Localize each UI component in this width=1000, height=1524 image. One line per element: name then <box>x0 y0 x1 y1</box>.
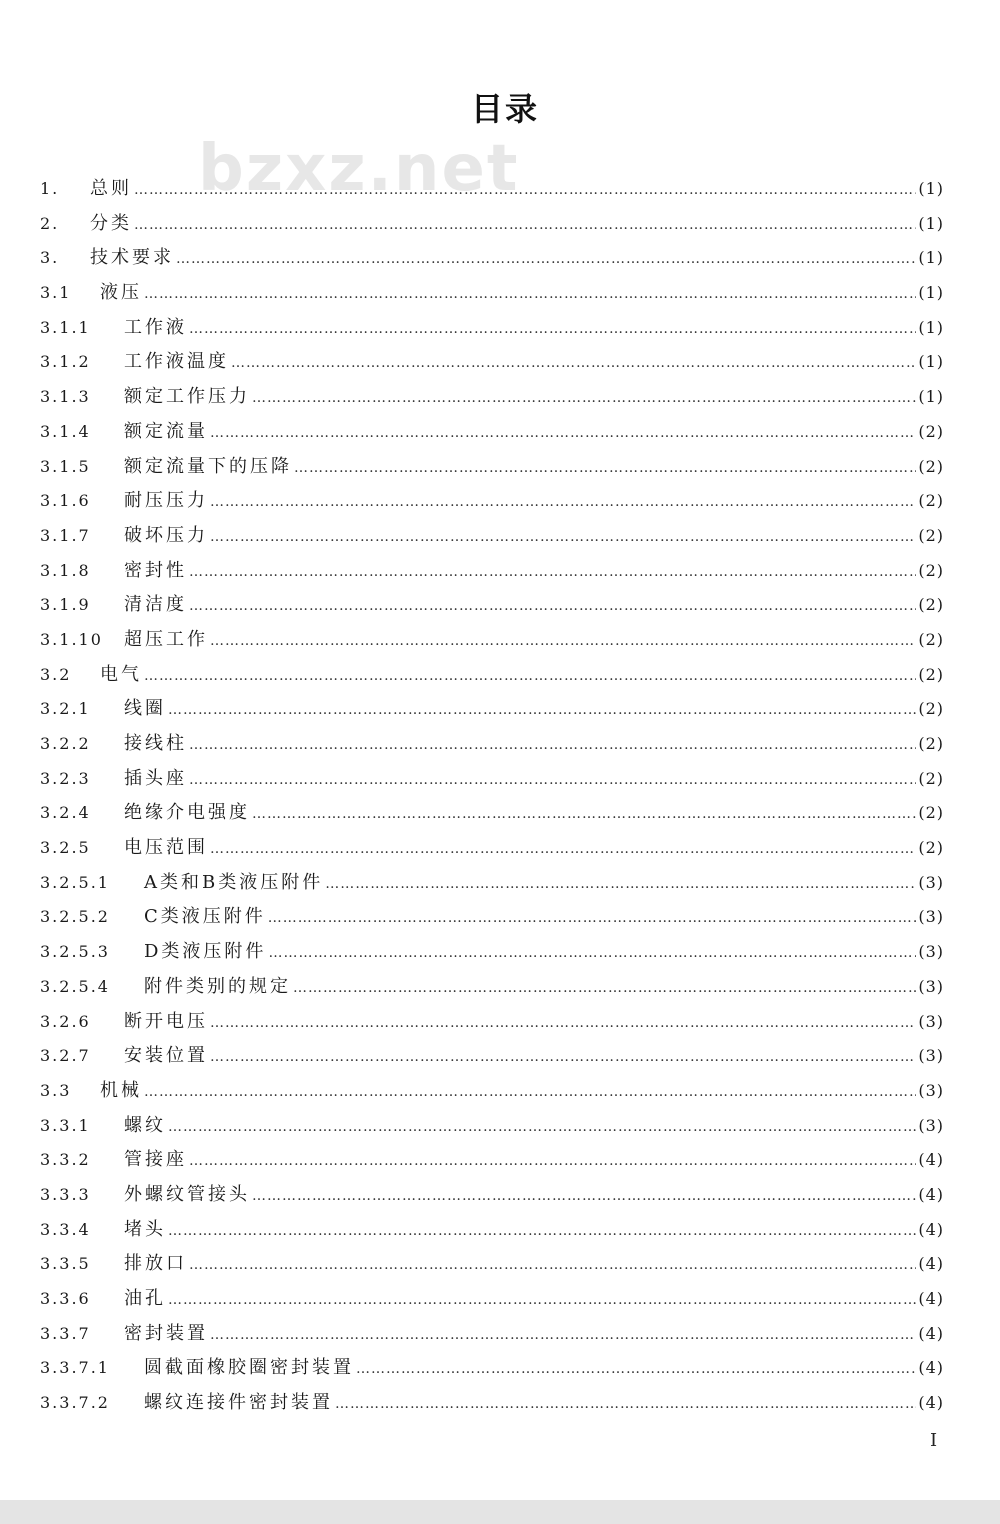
toc-entry-number: 3.1.3 <box>40 387 91 407</box>
toc-entry-number: 3.2.5.4 <box>40 976 110 996</box>
dot-leader <box>294 451 916 486</box>
toc-entry-number: 3.2.5.3 <box>40 942 110 962</box>
dot-leader <box>168 1214 916 1249</box>
viewer-bottom-bar <box>0 1500 1000 1524</box>
toc-entry-label: 圆截面橡胶圈密封装置 <box>144 1357 354 1379</box>
toc-entry-number: 3.1.8 <box>40 560 91 580</box>
toc-entry-page: (4) <box>918 1323 944 1343</box>
toc-entry[interactable] <box>40 796 944 831</box>
toc-entry[interactable] <box>40 450 944 485</box>
dot-leader <box>168 693 916 728</box>
toc-entry-page: (2) <box>918 768 944 788</box>
toc-entry-label: 接线柱 <box>124 733 187 754</box>
toc-entry[interactable] <box>40 727 944 762</box>
toc-entry-page: (1) <box>918 213 944 233</box>
dot-leader <box>189 589 916 624</box>
dot-leader <box>252 381 916 416</box>
dot-leader <box>176 242 916 277</box>
toc-entry-page: (2) <box>918 456 944 476</box>
toc-entry-number: 3.2.5.2 <box>40 907 110 927</box>
toc-entry[interactable] <box>40 935 944 970</box>
toc-entry-number: 3.3.3 <box>40 1184 91 1204</box>
toc-entry-number: 3.1.7 <box>40 525 91 545</box>
dot-leader <box>268 936 916 971</box>
toc-entry-number: 2. <box>40 213 60 233</box>
toc-entry[interactable] <box>40 1178 944 1213</box>
dot-leader <box>335 1387 916 1422</box>
toc-entry-label: 工作液温度 <box>124 351 229 373</box>
toc-entry-page: (4) <box>918 1219 944 1239</box>
dot-leader <box>210 1006 916 1041</box>
toc-entry[interactable] <box>40 345 944 380</box>
toc-entry-page: (2) <box>918 803 944 823</box>
toc-entry-number: 3.1.10 <box>40 629 103 649</box>
toc-entry-page: (2) <box>918 421 944 441</box>
toc-entry-label: A类和B类液压附件 <box>144 871 324 893</box>
toc-entry-number: 3.1.4 <box>40 421 91 441</box>
dot-leader <box>231 346 916 381</box>
toc-entry[interactable] <box>40 762 944 797</box>
toc-entry-label: 线圈 <box>124 698 166 720</box>
toc-entry[interactable] <box>40 1039 944 1074</box>
toc-entry-number: 3.3.7 <box>40 1323 91 1343</box>
toc-entry-label: 破坏压力 <box>124 524 208 546</box>
toc-entry[interactable] <box>40 276 944 311</box>
toc-entry-page: (3) <box>918 1080 944 1100</box>
dot-leader <box>189 728 916 763</box>
toc-entry-label: 额定流量 <box>124 420 208 442</box>
toc-entry[interactable] <box>40 831 944 866</box>
toc-entry-number: 3.1.6 <box>40 491 91 511</box>
page-title: 目录 <box>470 90 539 128</box>
toc-entry-number: 3.1.2 <box>40 352 91 372</box>
toc-entry[interactable] <box>40 623 944 658</box>
watermark: bzxz.net <box>198 132 520 206</box>
toc-entry-number: 3.3.6 <box>40 1289 91 1308</box>
toc-entry-number: 3.1.9 <box>40 595 91 615</box>
toc-entry-label: 清洁度 <box>124 594 187 616</box>
toc-entry-page: (3) <box>918 872 944 892</box>
toc-entry-number: 3.2.6 <box>40 1011 91 1031</box>
toc-entry[interactable] <box>40 1247 944 1282</box>
toc-entry[interactable] <box>40 658 944 693</box>
toc-entry[interactable] <box>40 1386 944 1421</box>
toc-entry[interactable] <box>40 519 944 554</box>
toc-entry-label: 超压工作 <box>124 628 208 650</box>
toc-entry[interactable] <box>40 1143 944 1178</box>
toc-entry-number: 3.3.7.2 <box>40 1393 110 1413</box>
toc-entry-page: (1) <box>918 179 944 198</box>
toc-entry-label: 总则 <box>90 178 132 199</box>
toc-entry-label: 油孔 <box>124 1288 166 1309</box>
toc-entry[interactable] <box>40 1213 944 1248</box>
dot-leader <box>189 1248 916 1283</box>
toc-entry-number: 3.2.7 <box>40 1046 91 1066</box>
dot-leader <box>144 277 916 312</box>
toc-entry-number: 3.2.4 <box>40 803 91 823</box>
toc-entry-label: 电压范围 <box>124 837 208 859</box>
toc-entry-page: (4) <box>918 1289 944 1308</box>
dot-leader <box>144 1075 916 1110</box>
toc-entry-label: 插头座 <box>124 767 187 789</box>
toc-entry-page: (3) <box>918 1011 944 1031</box>
toc-entry-number: 3.2 <box>40 664 72 684</box>
toc-entry-page: (1) <box>918 352 944 372</box>
toc-entry-number: 3.2.5.1 <box>40 872 110 892</box>
toc-entry-label: 机械 <box>100 1079 142 1101</box>
toc-entry-page: (3) <box>918 976 944 996</box>
toc-entry-page: (2) <box>918 629 944 649</box>
toc-entry-page: (4) <box>918 1150 944 1170</box>
toc-entry-label: 排放口 <box>124 1253 187 1275</box>
toc-entry[interactable] <box>40 207 944 242</box>
dot-leader <box>325 867 916 902</box>
dot-leader <box>210 1318 916 1353</box>
toc-entry[interactable] <box>40 1074 944 1109</box>
dot-leader <box>144 659 916 694</box>
dot-leader <box>210 624 916 659</box>
toc-entry[interactable] <box>40 1317 944 1352</box>
toc-entry-label: 螺纹连接件密封装置 <box>144 1392 333 1414</box>
toc-entry[interactable] <box>40 380 944 415</box>
toc-entry-label: 分类 <box>90 212 132 234</box>
toc-entry-number: 3.1.5 <box>40 456 91 476</box>
toc-entry-label: 技术要求 <box>90 247 174 269</box>
dot-leader <box>134 173 916 208</box>
toc-entry[interactable] <box>40 484 944 519</box>
toc-entry-label: 绝缘介电强度 <box>124 802 250 824</box>
toc-entry[interactable] <box>40 554 944 589</box>
toc-entry-number: 1. <box>40 179 60 198</box>
dot-leader <box>189 1144 916 1179</box>
toc-entry-page: (2) <box>918 838 944 858</box>
table-of-contents <box>40 172 944 1421</box>
toc-entry-number: 3.3.5 <box>40 1254 91 1274</box>
toc-entry-label: 额定流量下的压降 <box>124 455 292 477</box>
dot-leader <box>210 1040 916 1075</box>
dot-leader <box>293 971 916 1006</box>
toc-entry-label: 工作液 <box>124 316 187 338</box>
toc-entry-page: (2) <box>918 491 944 511</box>
toc-entry-number: 3.3.4 <box>40 1219 91 1239</box>
toc-entry-number: 3.1 <box>40 283 72 303</box>
toc-entry-number: 3.2.1 <box>40 699 91 719</box>
toc-entry-page: (1) <box>918 387 944 407</box>
toc-entry-number: 3.3.2 <box>40 1150 91 1170</box>
toc-entry-page: (1) <box>918 283 944 303</box>
toc-entry-label: 外螺纹管接头 <box>124 1183 250 1205</box>
toc-entry-label: 液压 <box>100 282 142 304</box>
toc-entry[interactable] <box>40 1282 944 1317</box>
dot-leader <box>252 1179 916 1214</box>
toc-entry[interactable] <box>40 415 944 450</box>
toc-entry-page: (3) <box>918 907 944 927</box>
toc-entry[interactable] <box>40 1005 944 1040</box>
toc-entry[interactable] <box>40 172 944 207</box>
dot-leader <box>252 797 916 832</box>
toc-entry[interactable] <box>40 1109 944 1144</box>
toc-entry-page: (3) <box>918 1115 944 1135</box>
toc-entry-page: (1) <box>918 317 944 337</box>
toc-entry-number: 3.2.3 <box>40 768 91 788</box>
dot-leader <box>134 208 916 243</box>
dot-leader <box>210 832 916 867</box>
toc-entry-label: D类液压附件 <box>144 941 267 963</box>
toc-entry-number: 3.2.5 <box>40 838 91 858</box>
toc-entry-label: 密封性 <box>124 559 187 581</box>
toc-entry[interactable] <box>40 241 944 276</box>
toc-entry-label: C类液压附件 <box>144 906 266 928</box>
toc-entry-page: (2) <box>918 560 944 580</box>
toc-entry-number: 3.2.2 <box>40 734 91 753</box>
page-number: I <box>930 1430 938 1451</box>
dot-leader <box>168 1283 916 1318</box>
toc-entry-label: 管接座 <box>124 1149 187 1171</box>
toc-entry-label: 断开电压 <box>124 1010 208 1032</box>
toc-entry-page: (2) <box>918 525 944 545</box>
toc-entry-page: (4) <box>918 1184 944 1204</box>
dot-leader <box>210 416 916 451</box>
toc-entry-page: (1) <box>918 248 944 268</box>
toc-entry-label: 密封装置 <box>124 1322 208 1344</box>
toc-entry-page: (2) <box>918 664 944 684</box>
toc-entry[interactable] <box>40 692 944 727</box>
toc-entry-page: (3) <box>918 1046 944 1066</box>
toc-entry-page: (4) <box>918 1358 944 1378</box>
dot-leader <box>210 485 916 520</box>
dot-leader <box>168 1110 916 1145</box>
toc-entry[interactable] <box>40 1351 944 1386</box>
toc-entry-label: 耐压压力 <box>124 490 208 512</box>
toc-entry-number: 3.3 <box>40 1080 72 1100</box>
toc-entry[interactable] <box>40 588 944 623</box>
dot-leader <box>189 763 916 798</box>
toc-entry-page: (2) <box>918 595 944 615</box>
toc-entry-label: 电气 <box>100 663 142 685</box>
dot-leader <box>210 520 916 555</box>
toc-entry[interactable] <box>40 866 944 901</box>
toc-entry-page: (3) <box>918 942 944 962</box>
toc-entry[interactable] <box>40 311 944 346</box>
toc-entry-label: 螺纹 <box>124 1114 166 1136</box>
toc-entry[interactable] <box>40 970 944 1005</box>
toc-entry-label: 额定工作压力 <box>124 386 250 408</box>
toc-entry-number: 3.3.1 <box>40 1115 91 1135</box>
toc-entry-page: (2) <box>918 699 944 719</box>
toc-entry-number: 3.1.1 <box>40 317 91 337</box>
dot-leader <box>268 901 917 936</box>
toc-entry-page: (4) <box>918 1393 944 1413</box>
dot-leader <box>189 312 916 347</box>
toc-entry-label: 堵头 <box>124 1218 166 1240</box>
toc-entry-label: 附件类别的规定 <box>144 975 291 997</box>
toc-entry-number: 3. <box>40 248 60 268</box>
dot-leader <box>189 555 916 590</box>
toc-entry-page: (4) <box>918 1254 944 1274</box>
toc-entry-label: 安装位置 <box>124 1045 208 1067</box>
toc-entry[interactable] <box>40 900 944 935</box>
dot-leader <box>356 1352 916 1387</box>
toc-entry-page: (2) <box>918 734 944 753</box>
toc-entry-number: 3.3.7.1 <box>40 1358 110 1378</box>
